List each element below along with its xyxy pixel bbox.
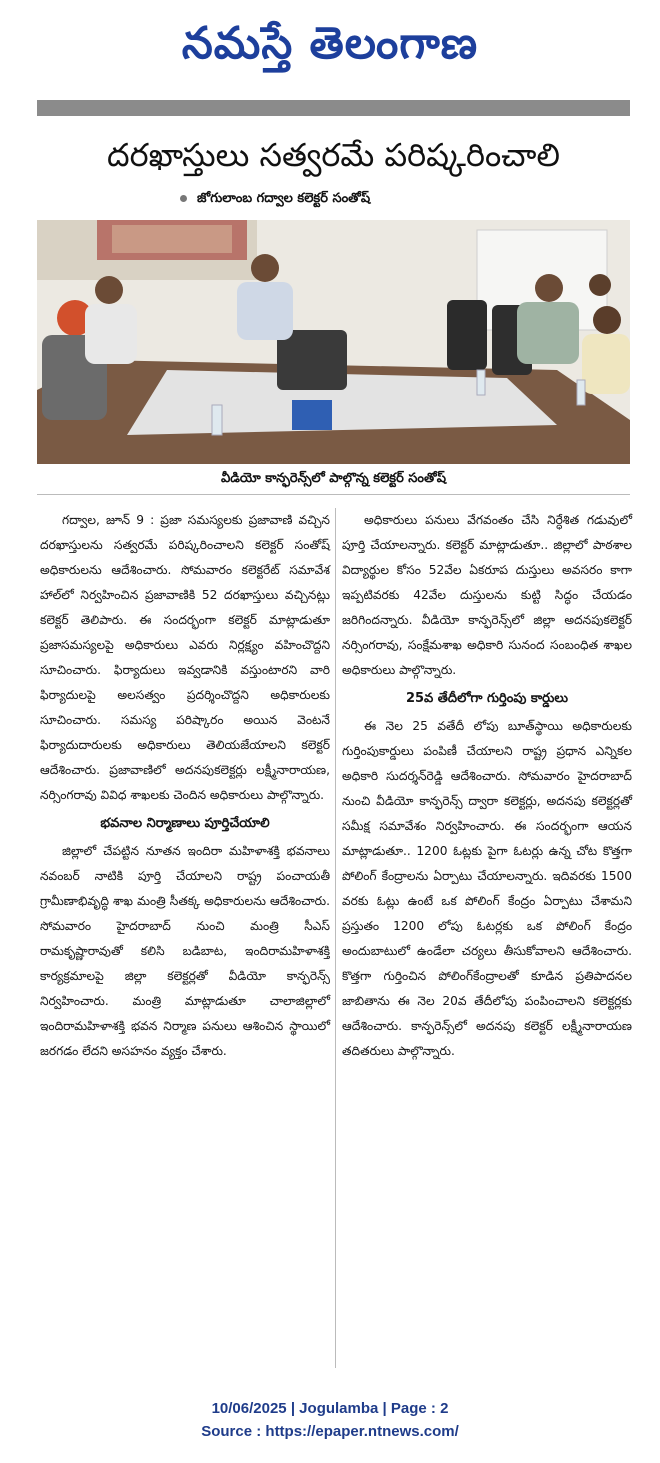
article-byline [180, 187, 370, 211]
column-divider [335, 508, 336, 1368]
paragraph: అధికారులు పనులు వేగవంతం చేసి నిర్ధేశిత గడువులో పూర్తి చేయాలన్నారు. కలెక్టర్ మాట్లాడుతూ.. జిల్లాలో పాఠశాల విద్యార్థుల కోసం 52వేల ఏకరూప దుస్తులు అవసరం కాగా ఇప్పటివరకు 42వేల దుస్తులను కుట్టి సిద్ధం చేయడం జరిగిందన్నారు. వీడియో కాన్ఫరెన్స్‌లో జిల్లా అదనపుకలెక్టర్ నర్సింగరావు, సంక్షేమశాఖ అధికారి సునంద సంబంధిత శాఖల అధికారులు పాల్గొన్నారు. [342, 513, 632, 677]
article-photo [37, 220, 630, 464]
photo-caption: వీడియో కాన్ఫరెన్స్‌లో పాల్గొన్న కలెక్టర్ సంతోష్ [37, 464, 630, 495]
newspaper-masthead: నమస్తే తెలంగాణ [181, 18, 479, 69]
section-subhead: భవనాల నిర్మాణాలు పూర్తిచేయాలి [100, 816, 270, 831]
bullet-icon [180, 195, 187, 202]
meeting-photo-illustration [37, 220, 630, 464]
paragraph: ఈ నెల 25 వతేదీ లోపు బూత్‌స్థాయి అధికారులకు గుర్తింపుకార్డులు పంపిణీ చేయాలని రాష్ట్ర ప్రధాన ఎన్నికల అధికారి సుదర్శన్‌రెడ్డి ఆదేశించారు. సోమవారం హైదరాబాద్ నుంచి వీడియో కాన్ఫరెన్స్ ద్వారా కలెక్టర్లు, అదనపు కలెక్టర్లతో సమీక్ష సమావేశం నిర్వహించారు. ఈ సందర్భంగా ఆయన మాట్లాడుతూ.. 1200 ఓట్లకు పైగా ఓటర్లు ఉన్న చోట కొత్తగా పోలింగ్ కేంద్రాలను ఏర్పాటు చేయాలన్నారు. ఇదివరకు 1500 వరకు ఓట్లు ఉంటే ఒక పోలింగ్ కేంద్రం ఏర్పాటు చేశామని ప్రస్తుతం 1200 లోపు ఓటర్లకు ఒక పోలింగ్ కేంద్రం అందుబాటులో ఉండేలా చర్యలు తీసుకోవాలని ఆదేశించారు. కొత్తగా గుర్తించిన పోలింగ్‌కేంద్రాలతో కూడిన ప్రతిపాదనల జాబితాను ఈ నెల 20వ తేదీలోపు పంపించాలని కలెక్టర్లకు ఆదేశించారు. కాన్ఫరెన్స్‌లో అదనపు కలెక్టర్ లక్ష్మీనారాయణ తదితరులు పాల్గొన్నారు. [342, 719, 632, 1058]
footer-date-line: 10/06/2025 | Jogulamba | Page : 2 [211, 1400, 449, 1417]
header-divider-bar [37, 100, 630, 116]
article-column-right [342, 508, 632, 1064]
section-subhead: 25వ తేదీలోగా గుర్తింపు కార్డులు [405, 691, 569, 706]
footer-source-line: Source : https://epaper.ntnews.com/ [201, 1423, 459, 1440]
article-column-left [40, 508, 330, 1064]
byline-text: జోగులాంబ గద్వాల కలెక్టర్ సంతోష్ [197, 191, 371, 206]
paragraph: గద్వాల, జూన్ 9 : ప్రజా సమస్యలకు ప్రజావాణి వచ్చిన దరఖాస్తులను సత్వరమే పరిష్కరించాలని కలెక్టర్ సంతోష్ అధికారులను ఆదేశించారు. సోమవారం కలెక్టరేట్ సమావేశ హాల్‌లో నిర్వహించిన ప్రజావాణికి 52 దరఖాస్తులు వచ్చినట్లు కలెక్టర్ తెలిపారు. ఈ సందర్భంగా కలెక్టర్ మాట్లాడుతూ ప్రజాసమస్యలపై అధికారులు ఎవరు నిర్లక్ష్యం వహించొద్దని సూచించారు. ఫిర్యాదులు ఇవ్వడానికి వస్తుంటారని వారి ఫిర్యాదులపై అలసత్వం ప్రదర్శించొద్దని అధికారులకు సూచించారు. సమస్య పరిష్కారం అయిన వెంటనే ఫిర్యాదుదారులకు అధికారులు తెలియజేయాలని కలెక్టర్ ఆదేశించారు. ప్రజావాణిలో అదనపుకలెక్టర్లు లక్ష్మీనారాయణ, నర్సింగరావు వివిధ శాఖలకు చెందిన అధికారులు పాల్గొన్నారు. [40, 513, 330, 802]
paragraph: జిల్లాలో చేపట్టిన నూతన ఇందిరా మహిళాశక్తి భవనాలు నవంబర్ నాటికి పూర్తి చేయాలని రాష్ట్ర పంచాయతీ గ్రామీణాభివృద్ధి శాఖ మంత్రి సీతక్క అధికారులను ఆదేశించారు. సోమవారం హైదరాబాద్ నుంచి మంత్రి సీఎస్ రామకృష్ణారావుతో కలిసి బడిబాట, ఇందిరామహిళాశక్తి కార్యక్రమాలపై జిల్లా కలెక్టర్లతో వీడియో కాన్ఫరెన్స్ నిర్వహించారు. మంత్రి మాట్లాడుతూ చాలాజిల్లాలో ఇందిరామహిళాశక్తి భవన నిర్మాణ పనులు ఆశించిన స్థాయిలో జరగడం లేదని అసహనం వ్యక్తం చేశారు. [40, 844, 330, 1058]
article-headline: దరఖాస్తులు సత్వరమే పరిష్కరించాలి [107, 136, 560, 174]
